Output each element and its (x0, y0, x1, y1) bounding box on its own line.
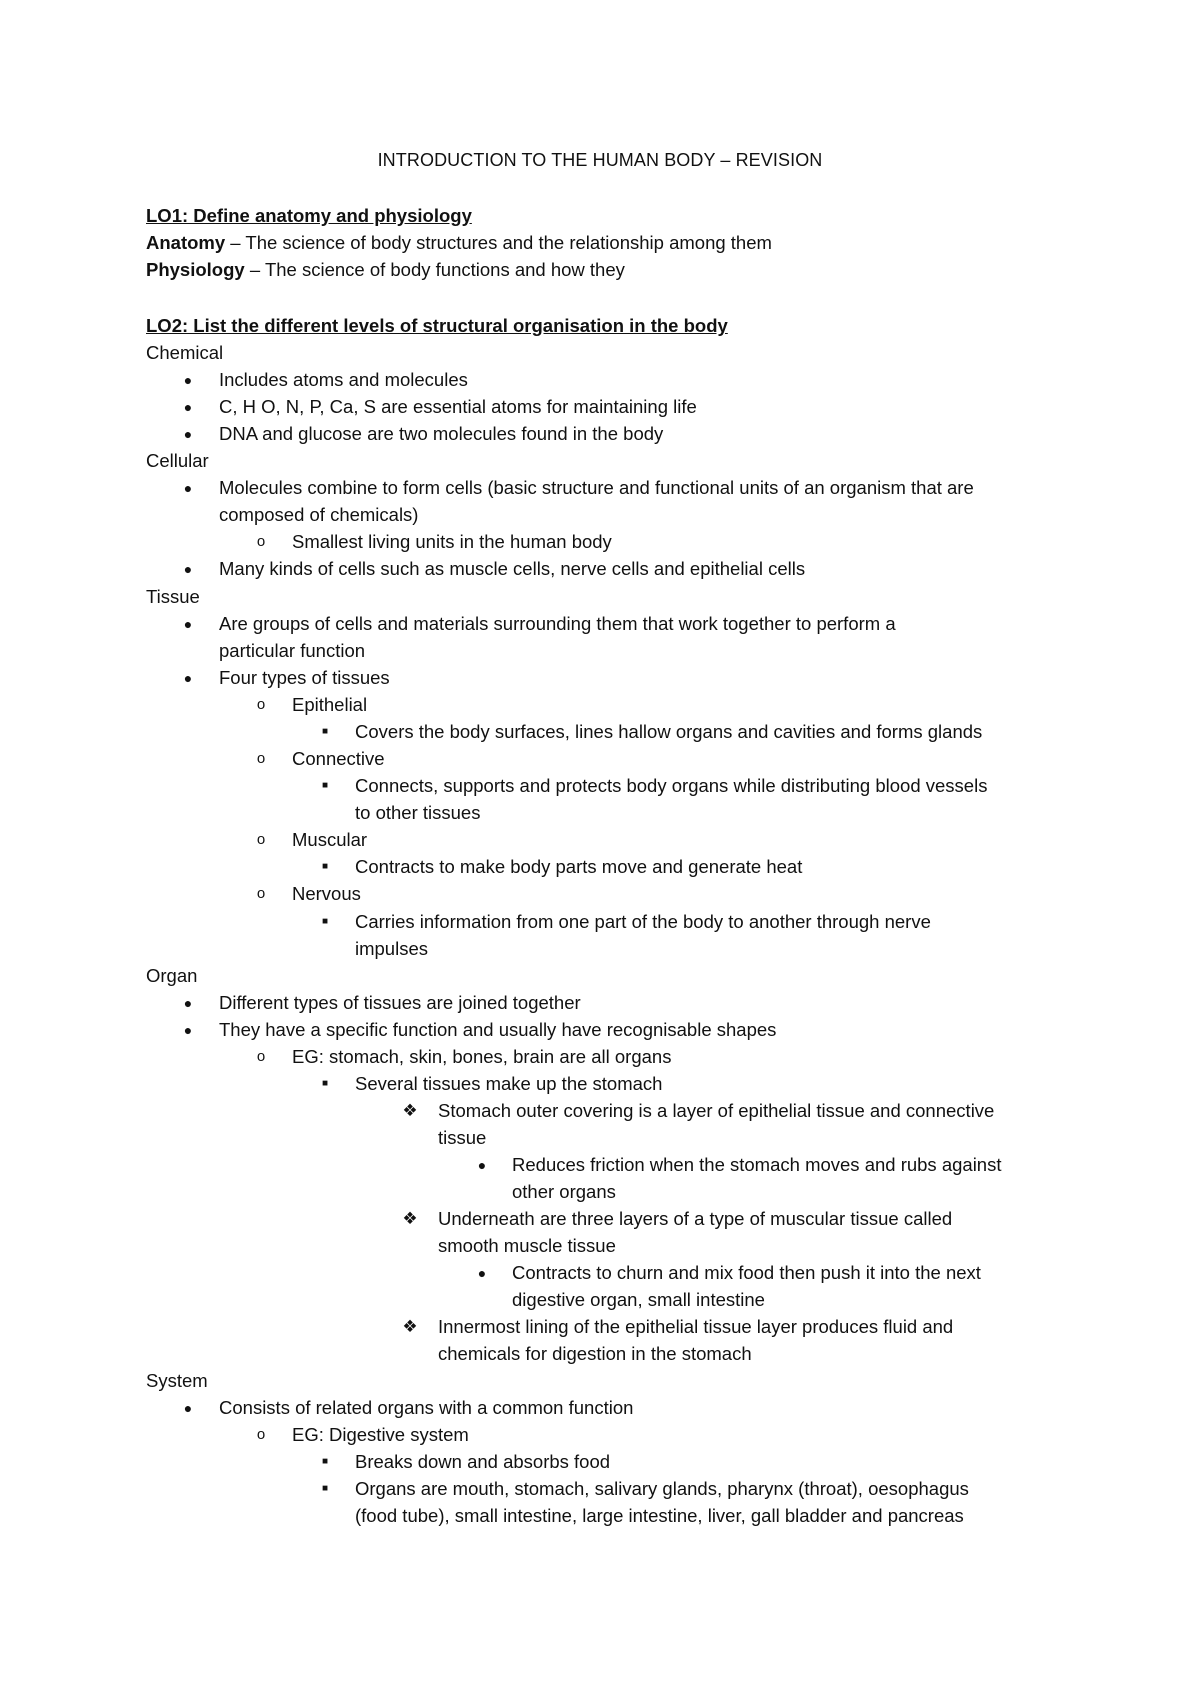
bullet-square-icon: ■ (321, 916, 329, 927)
bullet-disc-icon: ● (183, 1022, 193, 1038)
level-system-label: System (146, 1370, 208, 1391)
bullet-disc-icon: ● (477, 1265, 487, 1281)
bullet-circle-icon: o (256, 885, 266, 902)
bullet-circle-icon: o (256, 696, 266, 713)
lo2-heading: LO2: List the different levels of structural organisation in the body (146, 315, 728, 336)
list-item-continuation: to other tissues (355, 802, 481, 823)
bullet-disc-icon: ● (183, 426, 193, 442)
list-item: Innermost lining of the epithelial tissue layer produces fluid and (438, 1316, 954, 1337)
bullet-disc-icon: ● (183, 399, 193, 415)
list-item: Different types of tissues are joined together (219, 992, 581, 1013)
anatomy-definition (146, 232, 772, 254)
bullet-disc-icon: ● (183, 1400, 193, 1416)
bullet-disc-icon: ● (477, 1157, 487, 1173)
list-item: Includes atoms and molecules (219, 369, 468, 390)
list-item: Are groups of cells and materials surrounding them that work together to perform a (219, 613, 896, 634)
list-item: Nervous (292, 883, 361, 904)
list-item: EG: stomach, skin, bones, brain are all organs (292, 1046, 672, 1067)
level-organ-label: Organ (146, 965, 198, 986)
bullet-circle-icon: o (256, 750, 266, 767)
anatomy-text: – The science of body structures and the relationship among them (225, 232, 772, 253)
list-item-continuation: tissue (438, 1127, 487, 1148)
bullet-square-icon: ■ (321, 780, 329, 791)
list-item: They have a specific function and usually have recognisable shapes (219, 1019, 777, 1040)
bullet-diamond-icon: ❖ (402, 1317, 418, 1336)
bullet-diamond-icon: ❖ (402, 1209, 418, 1228)
bullet-circle-icon: o (256, 831, 266, 848)
list-item: Molecules combine to form cells (basic structure and functional units of an organism that are (219, 477, 974, 498)
bullet-square-icon: ■ (321, 1078, 329, 1089)
anatomy-term: Anatomy (146, 232, 226, 253)
physiology-term: Physiology (146, 259, 245, 280)
list-item-continuation: composed of chemicals) (219, 504, 419, 525)
list-item: Epithelial (292, 694, 368, 715)
list-item: Contracts to churn and mix food then push it into the next (512, 1262, 981, 1283)
document-title: INTRODUCTION TO THE HUMAN BODY – REVISION (377, 150, 823, 170)
bullet-square-icon: ■ (321, 861, 329, 872)
list-item-continuation: chemicals for digestion in the stomach (438, 1343, 752, 1364)
list-item: Covers the body surfaces, lines hallow organs and cavities and forms glands (355, 721, 983, 742)
list-item: Stomach outer covering is a layer of epithelial tissue and connective (438, 1100, 995, 1121)
list-item: Smallest living units in the human body (292, 531, 612, 552)
list-item: Underneath are three layers of a type of muscular tissue called (438, 1208, 953, 1229)
bullet-circle-icon: o (256, 1426, 266, 1443)
level-tissue-label: Tissue (146, 586, 200, 607)
bullet-disc-icon: ● (183, 561, 193, 577)
list-item-continuation: (food tube), small intestine, large intestine, liver, gall bladder and pancreas (355, 1505, 964, 1526)
list-item: Many kinds of cells such as muscle cells, nerve cells and epithelial cells (219, 558, 806, 579)
bullet-square-icon: ■ (321, 1483, 329, 1494)
bullet-square-icon: ■ (321, 726, 329, 737)
physiology-definition (146, 259, 625, 281)
bullet-disc-icon: ● (183, 616, 193, 632)
list-item: Connects, supports and protects body organs while distributing blood vessels (355, 775, 988, 796)
bullet-disc-icon: ● (183, 995, 193, 1011)
list-item-continuation: other organs (512, 1181, 616, 1202)
level-cellular-label: Cellular (146, 450, 209, 471)
list-item: Consists of related organs with a common function (219, 1397, 634, 1418)
list-item: Contracts to make body parts move and generate heat (355, 856, 803, 877)
list-item: Muscular (292, 829, 368, 850)
bullet-square-icon: ■ (321, 1456, 329, 1467)
list-item: Carries information from one part of the body to another through nerve (355, 911, 931, 932)
list-item-continuation: digestive organ, small intestine (512, 1289, 765, 1310)
list-item: DNA and glucose are two molecules found in the body (219, 423, 664, 444)
list-item: Connective (292, 748, 385, 769)
bullet-disc-icon: ● (183, 670, 193, 686)
list-item: C, H O, N, P, Ca, S are essential atoms for maintaining life (219, 396, 697, 417)
list-item: Organs are mouth, stomach, salivary glands, pharynx (throat), oesophagus (355, 1478, 969, 1499)
list-item: EG: Digestive system (292, 1424, 469, 1445)
bullet-disc-icon: ● (183, 480, 193, 496)
physiology-text: – The science of body functions and how they (244, 259, 625, 280)
list-item-continuation: smooth muscle tissue (438, 1235, 616, 1256)
bullet-circle-icon: o (256, 1048, 266, 1065)
list-item-continuation: impulses (355, 938, 428, 959)
list-item: Breaks down and absorbs food (355, 1451, 611, 1472)
list-item-continuation: particular function (219, 640, 366, 661)
list-item: Reduces friction when the stomach moves and rubs against (512, 1154, 1002, 1175)
bullet-circle-icon: o (256, 533, 266, 550)
level-chemical-label: Chemical (146, 342, 224, 363)
list-item: Four types of tissues (219, 667, 390, 688)
bullet-diamond-icon: ❖ (402, 1101, 418, 1120)
bullet-disc-icon: ● (183, 372, 193, 388)
list-item: Several tissues make up the stomach (355, 1073, 663, 1094)
lo1-heading: LO1: Define anatomy and physiology (146, 205, 472, 226)
